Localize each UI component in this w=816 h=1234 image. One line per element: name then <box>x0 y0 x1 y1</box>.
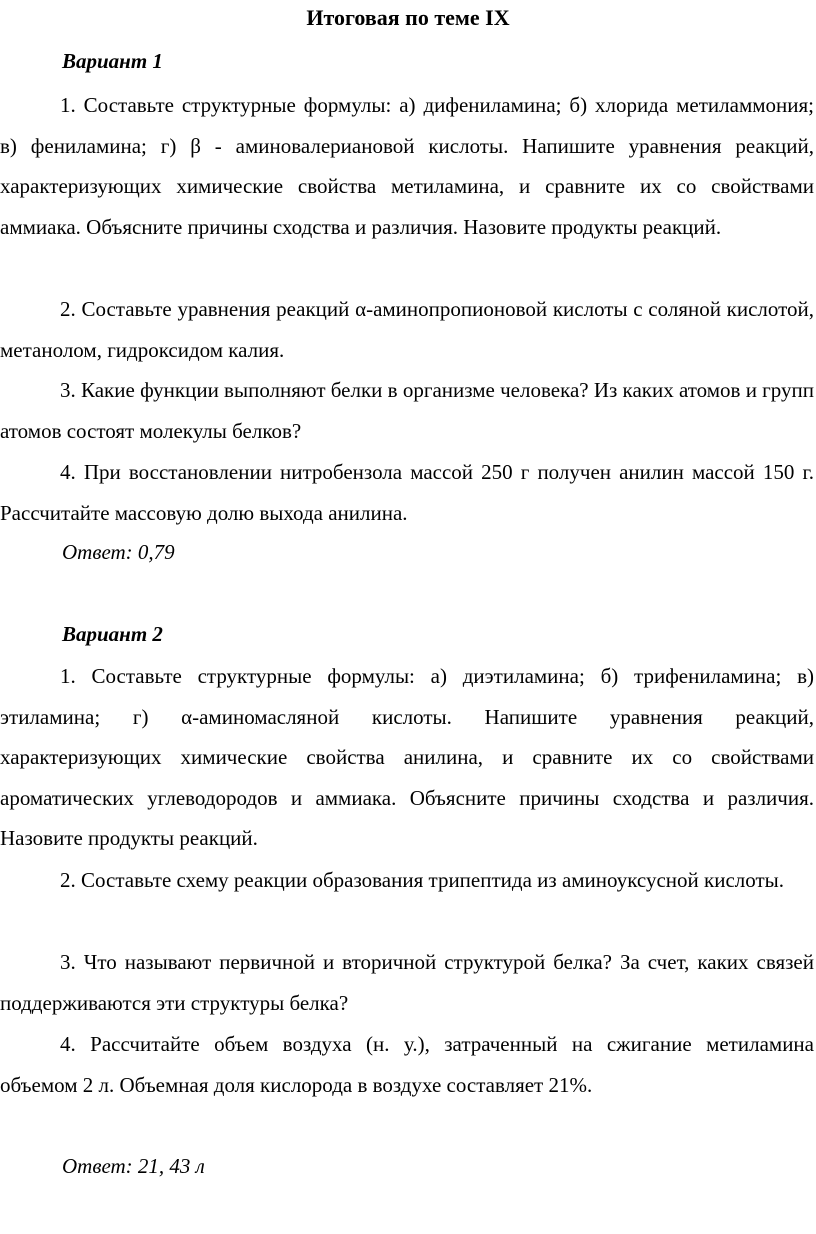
variant-2-heading: Вариант 2 <box>62 622 163 646</box>
variant-1-task-3: 3. Какие функции выполняют белки в организме человека? Из каких атомов и групп атомов состоят молекулы белков? <box>0 378 814 443</box>
variant-2-task-4: 4. Рассчитайте объем воздуха (н. у.), затраченный на сжигание метиламина объемом 2 л. Объемная доля кислорода в воздухе составляет 21%. <box>0 1032 814 1097</box>
variant-2-task-2: 2. Составьте схему реакции образования трипептида из аминоуксусной кислоты. <box>60 868 784 892</box>
variant-2-answer: Ответ: 21, 43 л <box>62 1154 205 1178</box>
page-title: Итоговая по теме IX <box>306 5 510 30</box>
variant-1-task-1: 1. Составьте структурные формулы: а) дифениламина; б) хлорида метиламмония; в) фениламина; г) β - аминовалериановой кислоты. Напишите уравнения реакций, характеризующих химические свойства метиламина, и сравните их со свойствами аммиака. Объясните причины сходства и различия. Назовите продукты реакций. <box>0 93 814 239</box>
variant-1-answer: Ответ: 0,79 <box>62 540 175 564</box>
variant-2-task-1: 1. Составьте структурные формулы: а) диэтиламина; б) трифениламина; в) этиламина; г) α-аминомасляной кислоты. Напишите уравнения реакций, характеризующих химические свойства анилина, и сравните их со свойствами ароматических углеводородов и аммиака. Объясните причины сходства и различия. Назовите продукты реакций. <box>0 664 814 850</box>
variant-1-task-2: 2. Составьте уравнения реакций α-аминопропионовой кислоты с соляной кислотой, метанолом, гидроксидом калия. <box>0 297 814 362</box>
variant-1-task-4: 4. При восстановлении нитробензола массой 250 г получен анилин массой 150 г. Рассчитайте массовую долю выхода анилина. <box>0 460 814 525</box>
variant-2-task-3: 3. Что называют первичной и вторичной структурой белка? За счет, каких связей поддерживаются эти структуры белка? <box>0 950 814 1015</box>
variant-1-heading: Вариант 1 <box>62 49 163 73</box>
